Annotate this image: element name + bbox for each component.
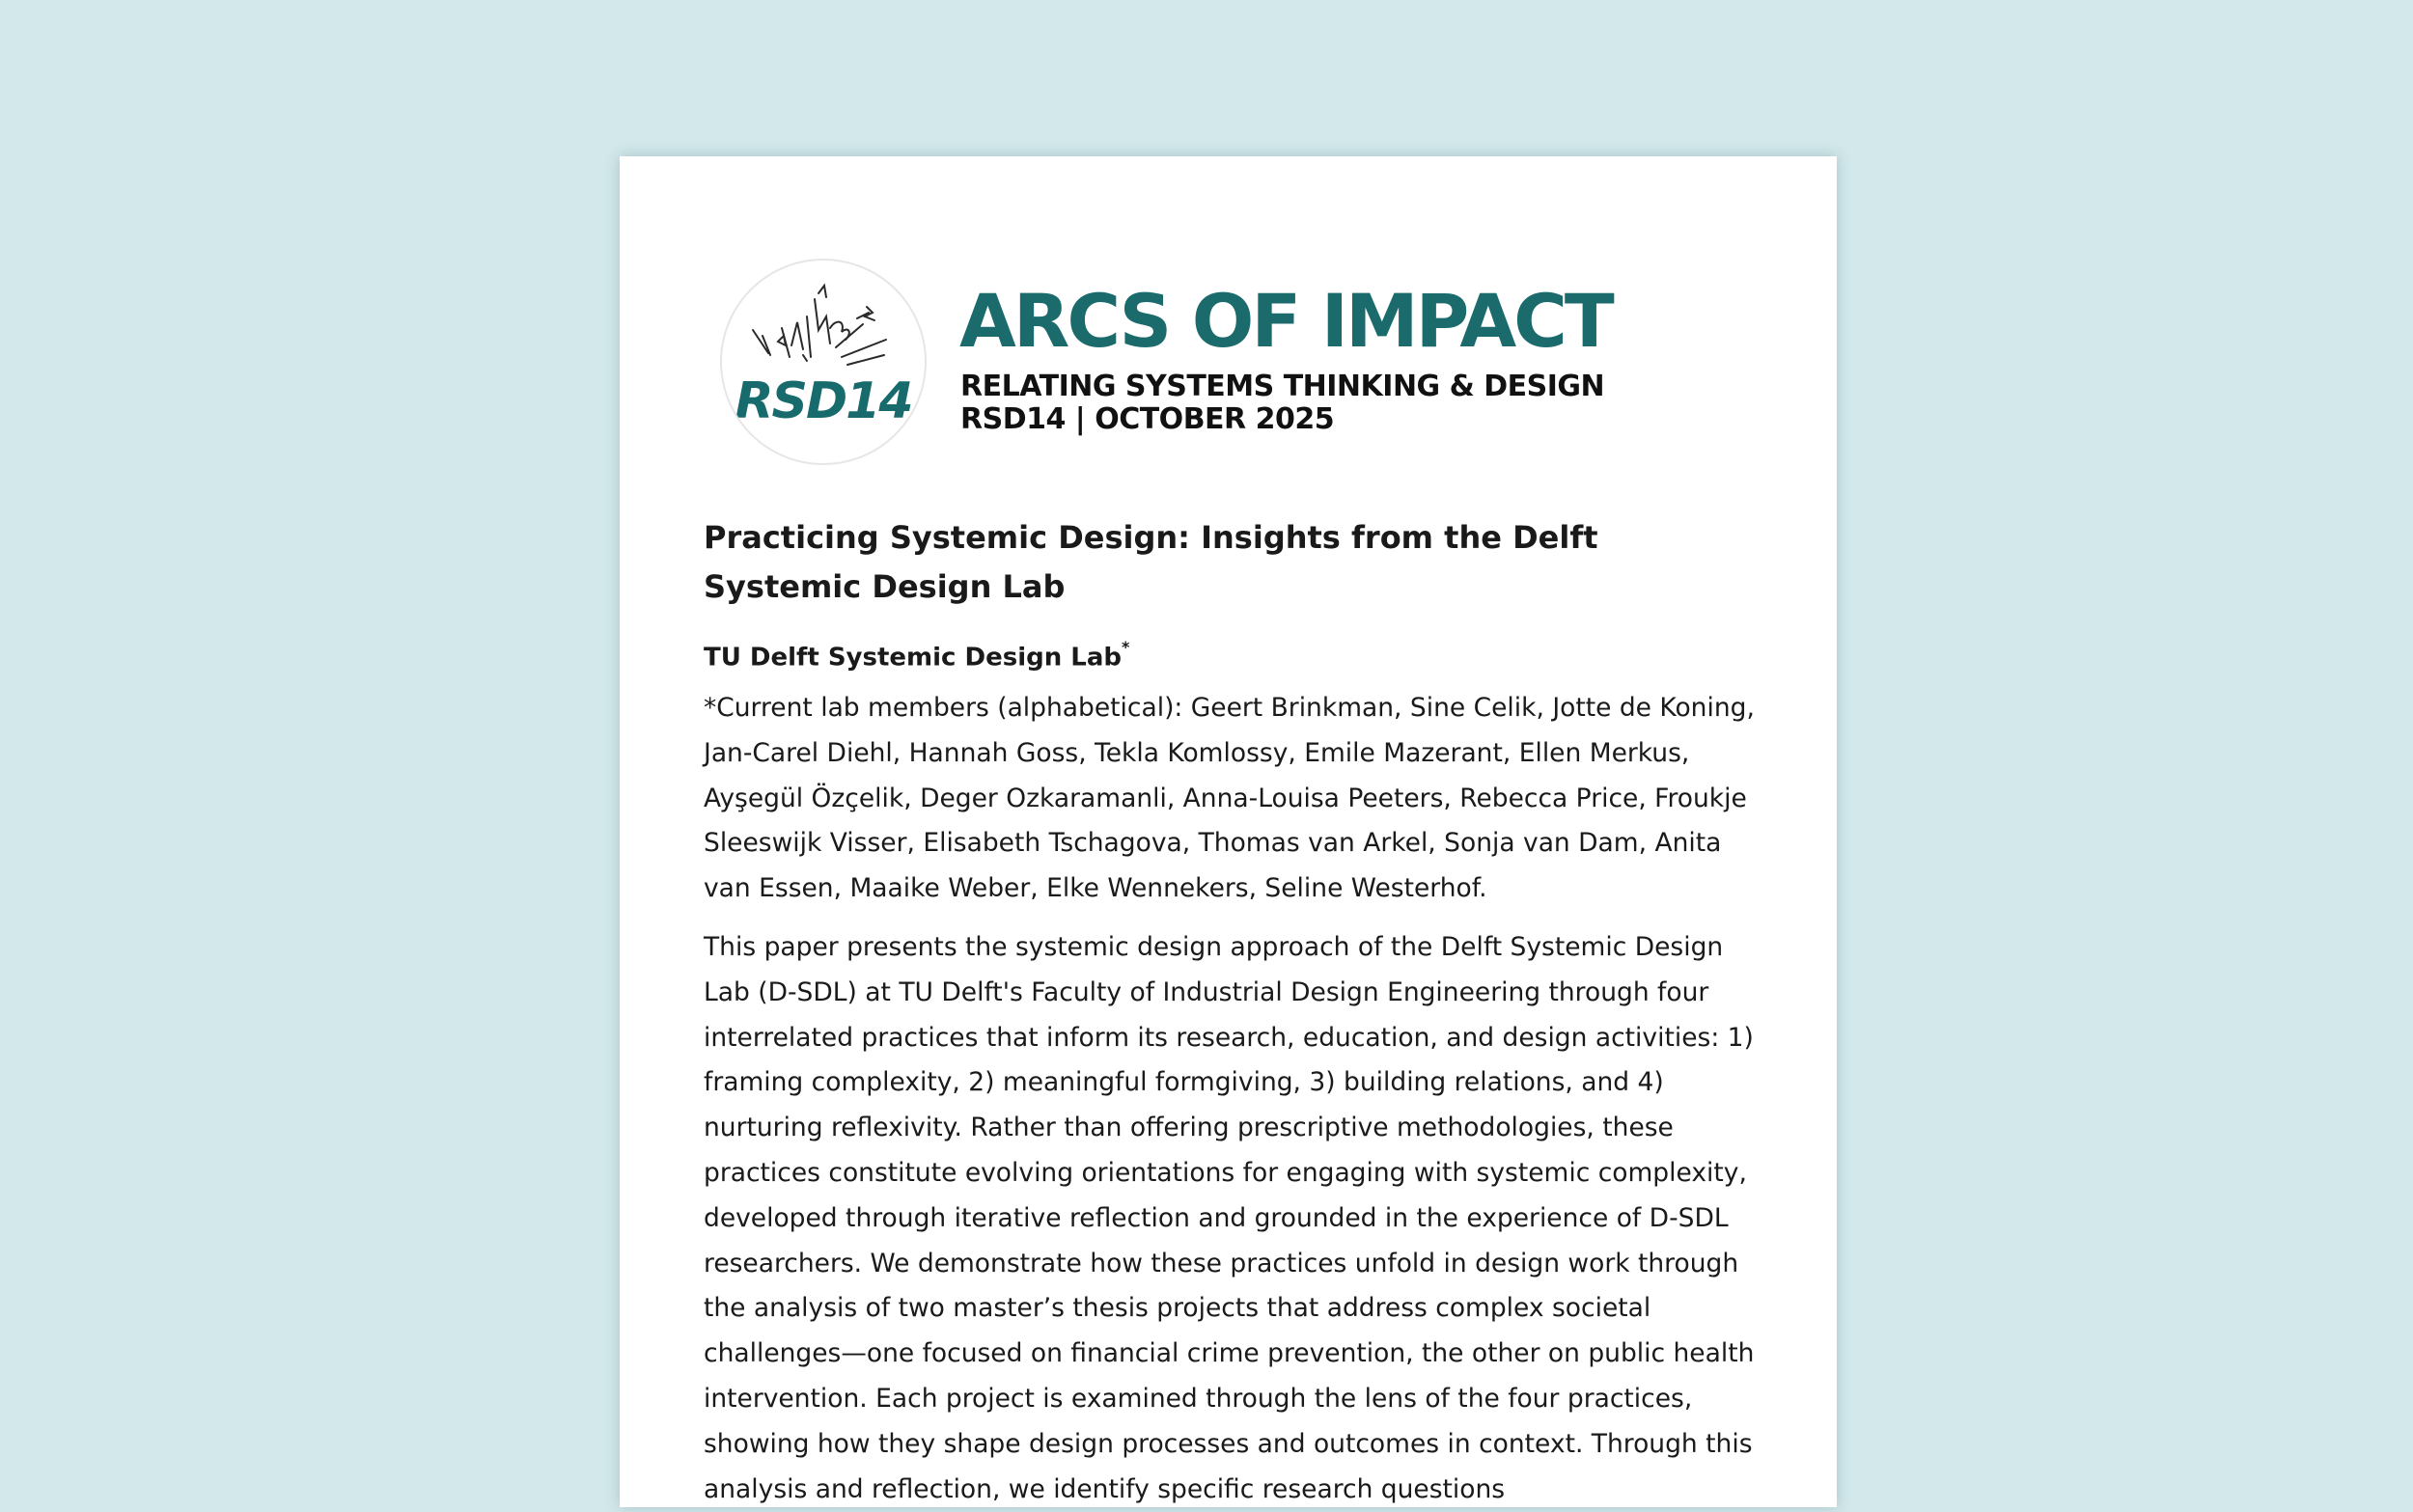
conference-subtitle [960,371,1604,436]
conference-title: ARCS OF IMPACT [959,278,1612,364]
paper-title: Practicing Systemic Design: Insights from the Delft Systemic Design Lab [704,519,1598,605]
author-name: TU Delft Systemic Design Lab [704,643,1122,673]
conference-subtitle-line1: RELATING SYSTEMS THINKING & DESIGN [960,370,1605,403]
lab-members-paragraph: *Current lab members (alphabetical): Geert Brinkman, Sine Celik, Jotte de Koning, Jan-Carel Diehl, Hannah Goss, Tekla Komlossy, Emile Mazerant, Ellen Merkus, Ayşegül Özçelik, Deger Ozkaramanli, Anna-Louisa Peeters, Rebecca Price, Froukje Sleeswijk Visser, Elisabeth Tschagova, Thomas van Arkel, Sonja van Dam, Anita van Essen, Maaike Weber, Elke Wennekers, Seline Westerhof. [704,693,1755,904]
abstract-paragraph: This paper presents the systemic design approach of the Delft Systemic Design Lab (D-SDL) at TU Delft's Faculty of Industrial Design Engineering through four interrelated practices that inform its research, education, and design activities: 1) framing complexity, 2) meaningful formgiving, 3) building relations, and 4) nurturing reflexivity. Rather than offering prescriptive methodologies, these practices constitute evolving orientations for engaging with systemic complexity, developed through iterative reflection and grounded in the experience of D-SDL researchers. We demonstrate how these practices unfold in design work through the analysis of two master’s thesis projects that address complex societal challenges—one focused on financial crime prevention, the other on public health intervention. Each project is examined through the lens of the four practices, showing how they shape design processes and outcomes in context. Through this analysis and reflection, we identify specific research questions [704,932,1755,1504]
paper-page [620,156,1837,1507]
conference-subtitle-line2: RSD14 | OCTOBER 2025 [960,402,1335,436]
logo-label: RSD14 [735,372,912,430]
paper-author [704,627,1129,682]
rsd14-logo [720,259,927,465]
logo-sketch-icon [722,261,927,465]
author-footnote-mark: * [1122,638,1130,656]
